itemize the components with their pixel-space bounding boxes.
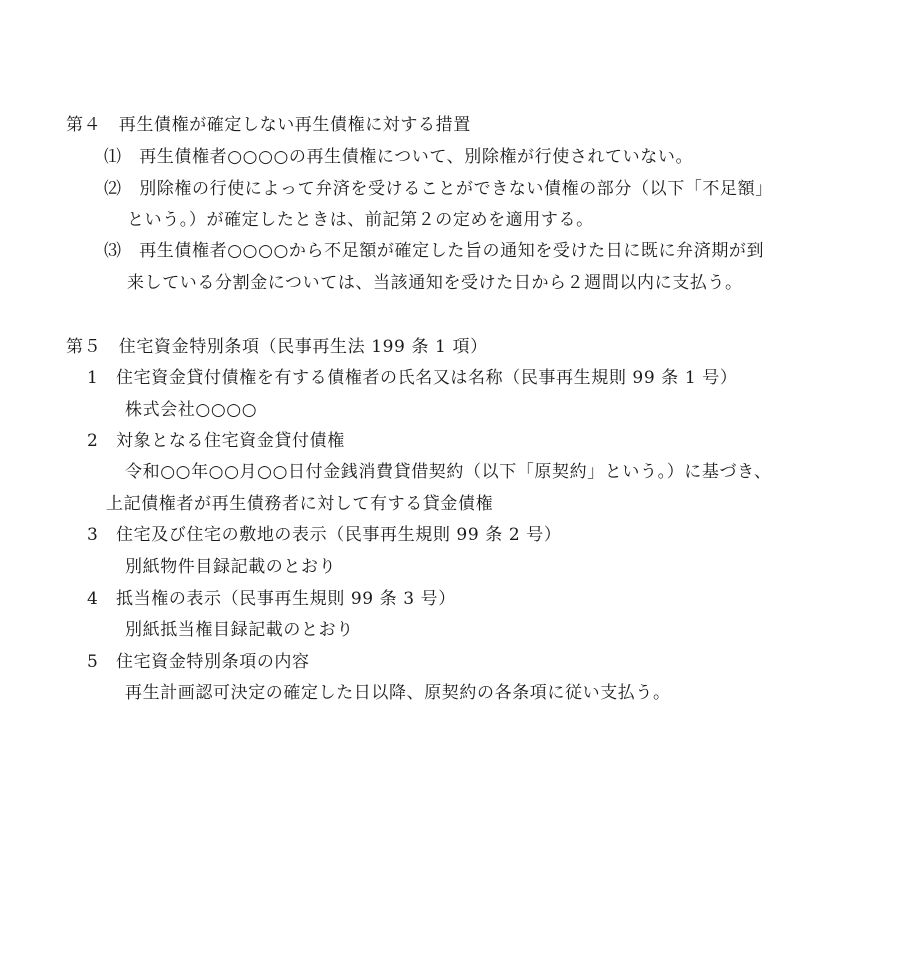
section-4-item-2-line-1: ⑵ 別除権の行使によって弁済を受けることができない債権の部分（以下「不足額」 xyxy=(104,179,773,199)
section-5-item-3-body: 別紙物件目録記載のとおり xyxy=(125,557,337,577)
section-5-item-4-title: 4 抵当権の表示（民事再生規則 99 条 3 号） xyxy=(87,589,456,609)
section-5-heading: 第５ 住宅資金特別条項（民事再生法 199 条 1 項） xyxy=(66,337,488,357)
section-5-item-1-title: 1 住宅資金貸付債権を有する債権者の氏名又は名称（民事再生規則 99 条 1 号） xyxy=(87,368,738,388)
section-5-item-5-title: 5 住宅資金特別条項の内容 xyxy=(87,652,310,672)
section-5-item-4-body: 別紙抵当権目録記載のとおり xyxy=(125,620,354,640)
section-5-item-2-title: 2 対象となる住宅資金貸付債権 xyxy=(87,431,345,451)
section-5-item-5-body: 再生計画認可決定の確定した日以降、原契約の各条項に従い支払う。 xyxy=(125,683,671,703)
section-4-item-3-line-2: 来している分割金については、当該通知を受けた日から２週間以内に支払う。 xyxy=(127,273,743,293)
section-4-item-1: ⑴ 再生債権者○○○○の再生債権について、別除権が行使されていない。 xyxy=(104,147,694,167)
section-5-item-1-body: 株式会社○○○○ xyxy=(125,400,258,420)
section-4-heading: 第４ 再生債権が確定しない再生債権に対する措置 xyxy=(66,115,471,135)
section-5-item-2-body-line-1: 令和○○年○○月○○日付金銭消費貸借契約（以下「原契約」という。）に基づき、 xyxy=(125,462,772,482)
section-5-item-2-body-line-2: 上記債権者が再生債務者に対して有する貸金債権 xyxy=(106,494,494,514)
section-5-item-3-title: 3 住宅及び住宅の敷地の表示（民事再生規則 99 条 2 号） xyxy=(87,525,562,545)
section-4-item-3-line-1: ⑶ 再生債権者○○○○から不足額が確定した旨の通知を受けた日に既に弁済期が到 xyxy=(104,241,765,261)
section-4-item-2-line-2: という。）が確定したときは、前記第２の定めを適用する。 xyxy=(127,210,594,230)
